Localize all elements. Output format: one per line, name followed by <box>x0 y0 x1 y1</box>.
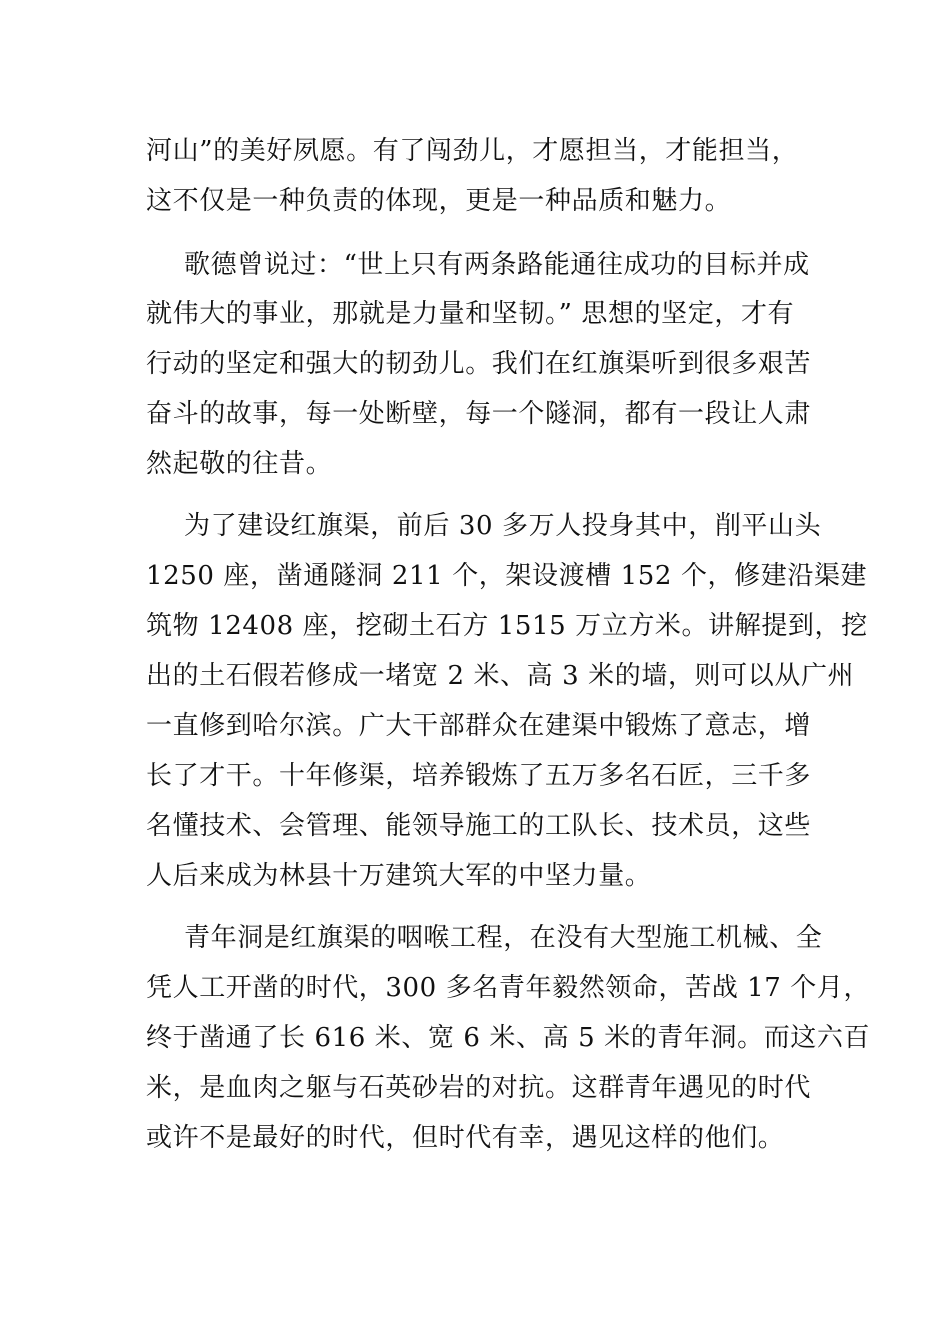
paragraph-3-line-3: 筑物 12408 座，挖砌土石方 1515 万立方米。讲解提到，挖 <box>146 611 868 641</box>
paragraph-2-line-2: 就伟大的事业，那就是力量和坚韧。” 思想的坚定，才有 <box>146 299 795 329</box>
paragraph-3-line-7: 名懂技术、会管理、能领导施工的工队长、技术员，这些 <box>146 811 812 841</box>
paragraph-4-line-2: 凭人工开凿的时代，300 多名青年毅然领命，苦战 17 个月， <box>146 973 871 1003</box>
paragraph-3-line-2: 1250 座，凿通隧洞 211 个，架设渡槽 152 个，修建沿渠建 <box>146 561 868 591</box>
paragraph-4-line-4: 米，是血肉之躯与石英砂岩的对抗。这群青年遇见的时代 <box>146 1073 812 1103</box>
paragraph-3-line-8: 人后来成为林县十万建筑大军的中坚力量。 <box>146 861 652 891</box>
paragraph-3-line-1: 为了建设红旗渠，前后 30 多万人投身其中，削平山头 <box>184 511 822 541</box>
paragraph-3-line-6: 长了才干。十年修渠，培养锻炼了五万多名石匠，三千多 <box>146 761 812 791</box>
paragraph-1-line-2: 这不仅是一种负责的体现，更是一种品质和魅力。 <box>146 186 732 216</box>
paragraph-2-line-5: 然起敬的往昔。 <box>146 449 333 479</box>
paragraph-2-line-3: 行动的坚定和强大的韧劲儿。我们在红旗渠听到很多艰苦 <box>146 349 812 379</box>
paragraph-2-line-4: 奋斗的故事，每一处断壁，每一个隧洞，都有一段让人肃 <box>146 399 812 429</box>
paragraph-4-line-1: 青年洞是红旗渠的咽喉工程，在没有大型施工机械、全 <box>184 923 823 953</box>
paragraph-3-line-5: 一直修到哈尔滨。广大干部群众在建渠中锻炼了意志，增 <box>146 711 812 741</box>
paragraph-4-line-5: 或许不是最好的时代，但时代有幸，遇见这样的他们。 <box>146 1123 785 1153</box>
paragraph-2-line-1: 歌德曾说过：“世上只有两条路能通往成功的目标并成 <box>184 250 810 280</box>
paragraph-1-line-1: 河山”的美好夙愿。有了闯劲儿，才愿担当，才能担当， <box>146 136 799 166</box>
paragraph-3-line-4: 出的土石假若修成一堵宽 2 米、高 3 米的墙，则可以从广州 <box>146 661 855 691</box>
paragraph-4-line-3: 终于凿通了长 616 米、宽 6 米、高 5 米的青年洞。而这六百 <box>146 1023 871 1053</box>
